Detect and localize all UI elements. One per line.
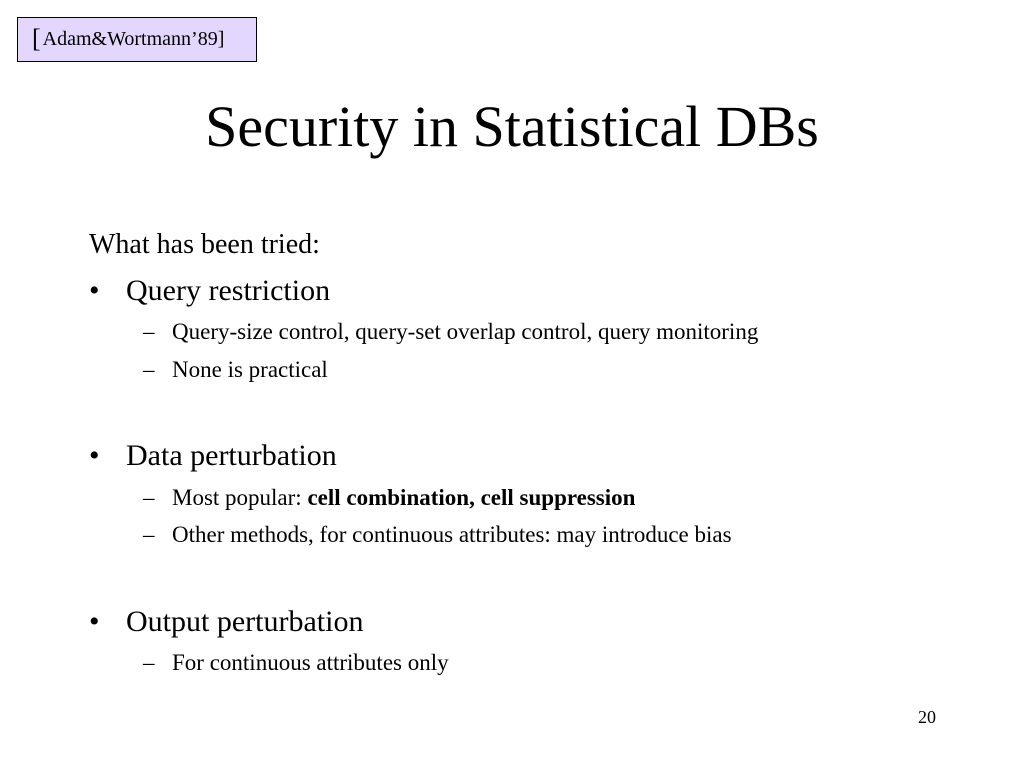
citation-box — [17, 17, 257, 62]
sub-item-text: Other methods, for continuous attributes: may introduce bias — [172, 522, 732, 547]
citation-text: Adam&Wortmann’89] — [42, 28, 225, 50]
sub-item-text: For continuous attributes only — [172, 650, 449, 675]
bullet-mark: • — [89, 439, 100, 472]
intro-text: What has been tried: — [89, 229, 320, 260]
sub-item-text — [172, 486, 635, 509]
bullet-label: Query restriction — [126, 274, 331, 307]
bullet-label: Output perturbation — [126, 605, 364, 638]
bullet-mark: • — [89, 605, 100, 638]
dash-mark: – — [143, 650, 155, 675]
bullet-mark: • — [89, 274, 100, 307]
citation-open-bracket: [ — [32, 23, 41, 53]
dash-mark: – — [143, 319, 155, 344]
sub-item-text: None is practical — [172, 357, 328, 382]
slide-title: Security in Statistical DBs — [205, 94, 819, 159]
bullet-label: Data perturbation — [126, 439, 337, 472]
dash-mark: – — [143, 357, 155, 382]
dash-mark: – — [143, 522, 155, 547]
sub-item-prefix: Most popular: — [172, 485, 308, 510]
page-number: 20 — [918, 707, 936, 727]
sub-item-text: Query-size control, query-set overlap control, query monitoring — [172, 319, 759, 344]
sub-item-emphasis: cell combination, cell suppression — [307, 485, 636, 510]
dash-mark: – — [143, 485, 155, 510]
